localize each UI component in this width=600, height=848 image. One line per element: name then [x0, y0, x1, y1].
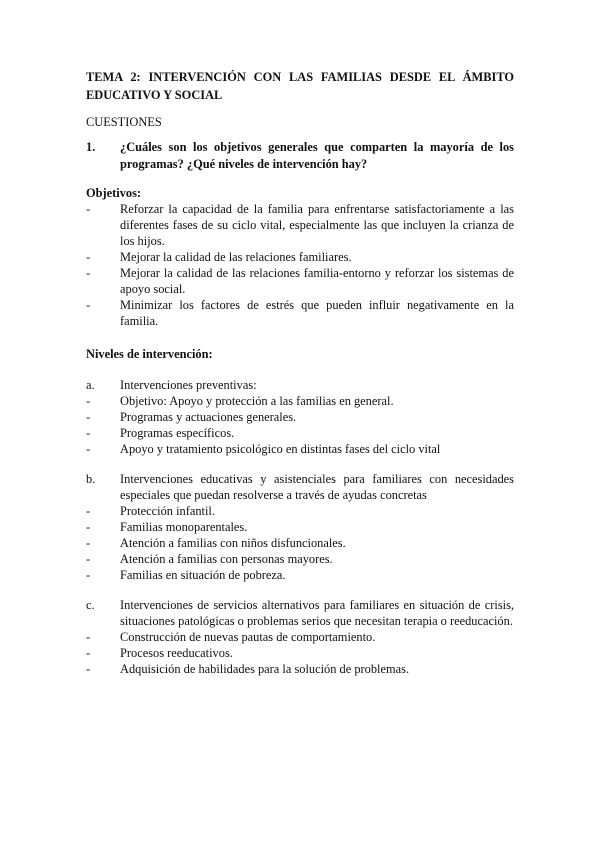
dash-bullet: -: [86, 442, 91, 456]
level-block-c: [86, 597, 514, 677]
level-item-text: Protección infantil.: [120, 504, 215, 518]
dash-bullet: -: [86, 662, 91, 676]
objective-text: Mejorar la calidad de las relaciones familia-entorno y reforzar los sistemas de apoyo social.: [120, 266, 514, 296]
list-item: [86, 661, 514, 677]
level-item-text: Construcción de nuevas pautas de comportamiento.: [120, 630, 376, 644]
list-item: [86, 535, 514, 551]
objectives-list: [86, 201, 514, 329]
level-item-text: Familias monoparentales.: [120, 520, 248, 534]
dash-bullet: -: [86, 646, 91, 660]
level-title-row: [86, 471, 514, 503]
objective-text: Minimizar los factores de estrés que pueden influir negativamente en la familia.: [120, 298, 514, 328]
list-item: [86, 265, 514, 297]
document-body: [86, 68, 514, 677]
level-item-text: Atención a familias con niños disfuncionales.: [120, 536, 346, 550]
level-title: Intervenciones preventivas:: [120, 378, 257, 392]
list-item: [86, 201, 514, 249]
list-item: [86, 393, 514, 409]
list-item: [86, 645, 514, 661]
level-letter: c.: [86, 598, 95, 612]
level-b-list: [86, 503, 514, 583]
question-text: ¿Cuáles son los objetivos generales que comparten la mayoría de los programas? ¿Qué niveles de intervención hay?: [120, 140, 514, 171]
dash-bullet: -: [86, 504, 91, 518]
level-title-row: [86, 597, 514, 629]
dash-bullet: -: [86, 410, 91, 424]
list-item: [86, 503, 514, 519]
dash-bullet: -: [86, 520, 91, 534]
objective-text: Reforzar la capacidad de la familia para enfrentarse satisfactoriamente a las diferentes fases de su ciclo vital, especialmente las que incluyen la crianza de los hijos.: [120, 202, 514, 248]
list-item: [86, 567, 514, 583]
list-item: [86, 551, 514, 567]
list-item: [86, 629, 514, 645]
level-block-a: [86, 377, 514, 457]
dash-bullet: -: [86, 250, 91, 264]
level-item-text: Objetivo: Apoyo y protección a las familias en general.: [120, 394, 394, 408]
level-item-text: Familias en situación de pobreza.: [120, 568, 286, 582]
level-item-text: Programas y actuaciones generales.: [120, 410, 297, 424]
dash-bullet: -: [86, 630, 91, 644]
dash-bullet: -: [86, 536, 91, 550]
dash-bullet: -: [86, 266, 91, 280]
level-block-b: [86, 471, 514, 583]
dash-bullet: -: [86, 202, 91, 216]
level-item-text: Programas específicos.: [120, 426, 235, 440]
document-subtitle: CUESTIONES: [86, 115, 162, 129]
objectives-heading: Objetivos:: [86, 186, 142, 200]
dash-bullet: -: [86, 568, 91, 582]
level-a-list: [86, 393, 514, 457]
levels-heading: Niveles de intervención:: [86, 347, 213, 361]
list-item: [86, 409, 514, 425]
dash-bullet: -: [86, 552, 91, 566]
level-item-text: Atención a familias con personas mayores.: [120, 552, 333, 566]
level-title-row: [86, 377, 514, 393]
list-item: [86, 249, 514, 265]
list-item: [86, 425, 514, 441]
level-letter: a.: [86, 378, 95, 392]
dash-bullet: -: [86, 426, 91, 440]
list-item: [86, 519, 514, 535]
level-title: Intervenciones de servicios alternativos para familiares en situación de crisis, situaciones patológicas o problemas serios que necesitan terapia o reeducación.: [120, 598, 514, 628]
level-title: Intervenciones educativas y asistenciales para familiares con necesidades especiales que puedan resolverse a través de ayudas concretas: [120, 472, 514, 502]
dash-bullet: -: [86, 394, 91, 408]
list-item: [86, 297, 514, 329]
level-item-text: Procesos reeducativos.: [120, 646, 233, 660]
dash-bullet: -: [86, 298, 91, 312]
level-item-text: Adquisición de habilidades para la solución de problemas.: [120, 662, 410, 676]
question-number: 1.: [86, 140, 96, 154]
level-c-list: [86, 629, 514, 677]
list-item: [86, 441, 514, 457]
question-1: [86, 139, 514, 173]
objective-text: Mejorar la calidad de las relaciones familiares.: [120, 250, 352, 264]
level-letter: b.: [86, 472, 96, 486]
level-item-text: Apoyo y tratamiento psicológico en distintas fases del ciclo vital: [120, 442, 441, 456]
document-title: TEMA 2: INTERVENCIÓN CON LAS FAMILIAS DESDE EL ÁMBITO EDUCATIVO Y SOCIAL: [86, 70, 514, 102]
